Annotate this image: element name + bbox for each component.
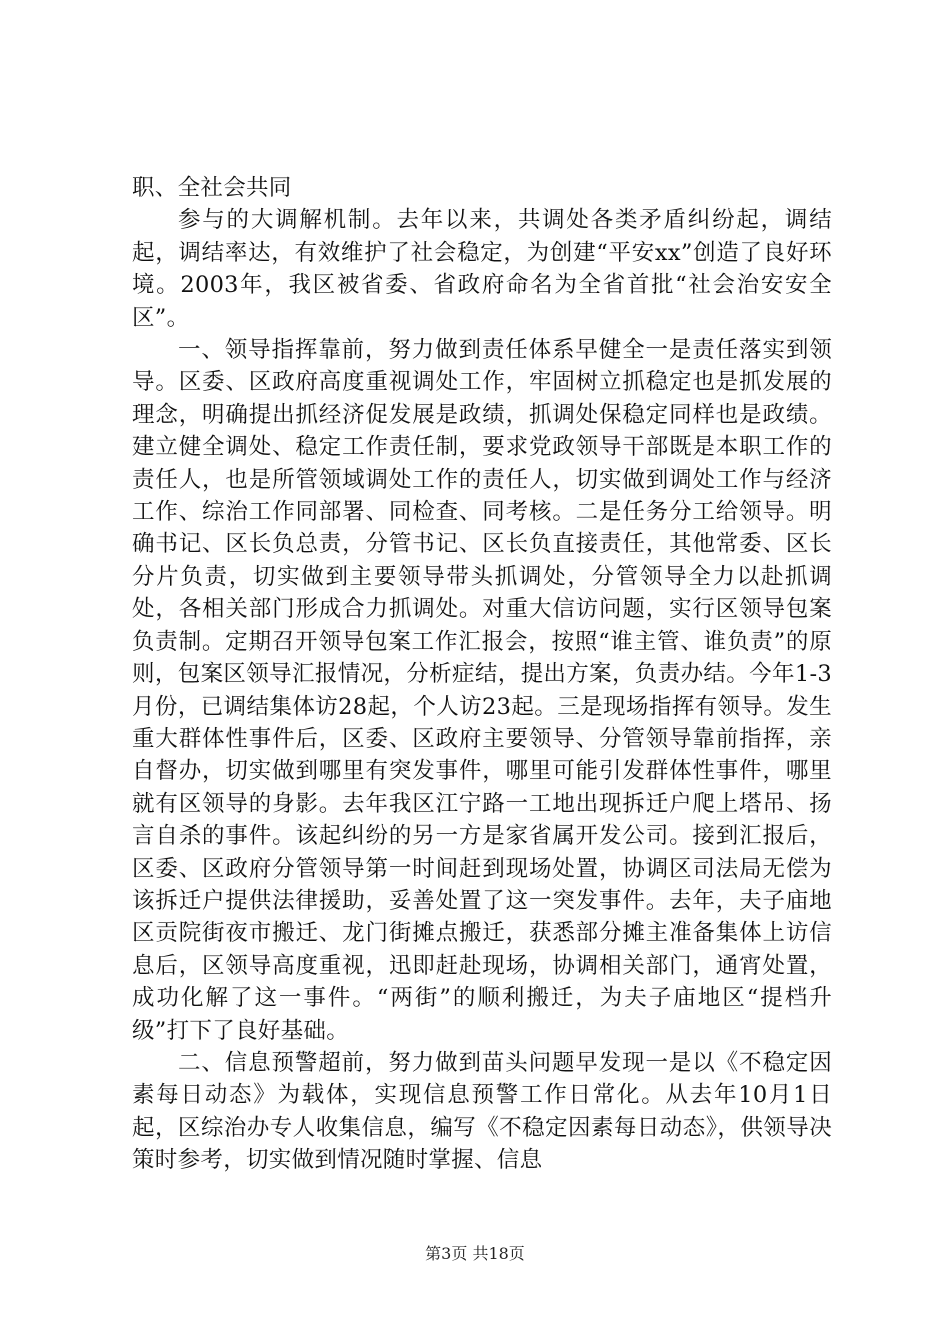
paragraph-continuation: 职、全社会共同 (132, 175, 292, 201)
document-body (132, 172, 832, 1177)
paragraph-section-one: 一、领导指挥靠前，努力做到责任体系早健全一是责任落实到领导。区委、区政府高度重视调处工作，牢固树立抓稳定也是抓发展的理念，明确提出抓经济促发展是政绩，抓调处保稳定同样也是政绩。建立健全调处、稳定工作责任制，要求党政领导干部既是本职工作的责任人，也是所管领域调处工作的责任人，切实做到调处工作与经济工作、综治工作同部署、同检查、同考核。二是任务分工给领导。明确书记、区长负总责，分管书记、区长负直接责任，其他常委、区长分片负责，切实做到主要领导带头抓调处，分管领导全力以赴抓调处，各相关部门形成合力抓调处。对重大信访问题，实行区领导包案负责制。定期召开领导包案工作汇报会，按照“谁主管、谁负责”的原则，包案区领导汇报情况，分析症结，提出方案，负责办结。今年1-3月份，已调结集体访28起，个人访23起。三是现场指挥有领导。发生重大群体性事件后，区委、区政府主要领导、分管领导靠前指挥，亲自督办，切实做到哪里有突发事件，哪里可能引发群体性事件，哪里就有区领导的身影。去年我区江宁路一工地出现拆迁户爬上塔吊、扬言自杀的事件。该起纠纷的另一方是家省属开发公司。接到汇报后，区委、区政府分管领导第一时间赶到现场处置，协调区司法局无偿为该拆迁户提供法律援助，妥善处置了这一突发事件。去年，夫子庙地区贡院街夜市搬迁、龙门街摊点搬迁，获悉部分摊主准备集体上访信息后，区领导高度重视，迅即赶赴现场，协调相关部门，通宵处置，成功化解了这一事件。“两街”的顺利搬迁，为夫子庙地区“提档升级”打下了良好基础。 (132, 337, 832, 1044)
page-number-footer: 第3页 共18页 (425, 1244, 525, 1263)
paragraph-mechanism: 参与的大调解机制。去年以来，共调处各类矛盾纠纷起，调结起，调结率达，有效维护了社会稳定，为创建“平安xx”创造了良好环境。2003年，我区被省委、省政府命名为全省首批“社会治安安全区”。 (132, 207, 832, 331)
paragraph-section-two: 二、信息预警超前，努力做到苗头问题早发现一是以《不稳定因素每日动态》为载体，实现信息预警工作日常化。从去年10月1日起，区综治办专人收集信息，编写《不稳定因素每日动态》，供领导决策时参考，切实做到情况随时掌握、信息 (132, 1049, 832, 1174)
